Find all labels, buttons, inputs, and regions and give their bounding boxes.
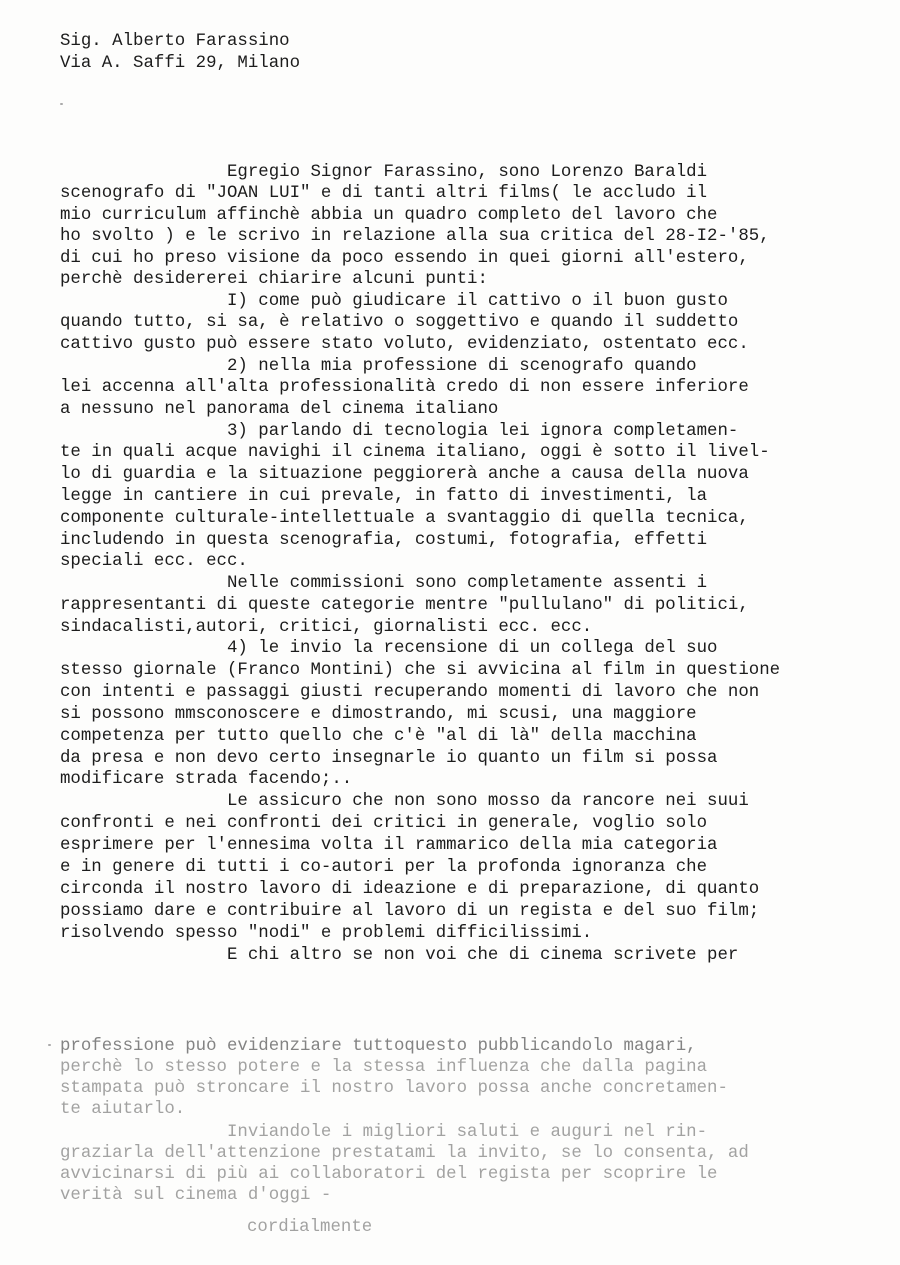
body-line: modificare strada facendo;.. — [60, 770, 353, 789]
body-line: sindacalisti,autori, critici, giornalisti ecc. ecc. — [60, 618, 593, 637]
body-line: mio curriculum affinchè abbia un quadro completo del lavoro che — [60, 206, 718, 225]
body-line: ho svolto ) e le scrivo in relazione alla sua critica del 28-I2-'85, — [60, 227, 770, 246]
paper-speck — [60, 103, 63, 105]
continuation-line: professione può evidenziare tuttoquesto pubblicandolo magari, — [60, 1037, 697, 1056]
body-line: rappresentanti di queste categorie mentre "pullulano" di politici, — [60, 596, 749, 615]
body-line: competenza per tutto quello che c'è "al di là" della macchina — [60, 727, 697, 746]
continuation-line: perchè lo stesso potere e la stessa influenza che dalla pagina — [60, 1058, 708, 1077]
body-line: e in genere di tutti i co-autori per la profonda ignoranza che — [60, 858, 708, 877]
continuation-line: avvicinarsi di più ai collaboratori del regista per scoprire le — [60, 1165, 718, 1184]
body-line: da presa e non devo certo insegnarle io quanto un film si possa — [60, 749, 718, 768]
body-line: stesso giornale (Franco Montini) che si avvicina al film in questione — [60, 661, 781, 680]
body-line: lei accenna all'alta professionalità credo di non essere inferiore — [60, 378, 749, 397]
body-line: 3) parlando di tecnologia lei ignora completamen- — [60, 422, 739, 441]
paper-speck — [48, 1044, 51, 1046]
body-line: te in quali acque navighi il cinema italiano, oggi è sotto il livel- — [60, 443, 770, 462]
body-line: cattivo gusto può essere stato voluto, evidenziato, ostentato ecc. — [60, 335, 749, 354]
body-line: Nelle commissioni sono completamente assenti i — [60, 574, 708, 593]
body-line: I) come può giudicare il cattivo o il buon gusto — [60, 292, 728, 311]
continuation-line: Inviandole i migliori saluti e auguri nel rin- — [60, 1123, 708, 1142]
body-line: Egregio Signor Farassino, sono Lorenzo Baraldi — [60, 163, 708, 182]
body-line: circonda il nostro lavoro di ideazione e di preparazione, di quanto — [60, 880, 760, 899]
body-line: E chi altro se non voi che di cinema scrivete per — [60, 946, 739, 965]
body-line: risolvendo spesso "nodi" e problemi difficilissimi. — [60, 924, 593, 943]
continuation-line: graziarla dell'attenzione prestatami la invito, se lo consenta, ad — [60, 1144, 749, 1163]
continuation-line: verità sul cinema d'oggi - — [60, 1186, 332, 1205]
body-line: legge in cantiere in cui prevale, in fatto di investimenti, la — [60, 487, 708, 506]
body-line: confronti e nei confronti dei critici in generale, voglio solo — [60, 814, 708, 833]
body-line: Le assicuro che non sono mosso da rancore nei suui — [60, 792, 749, 811]
body-line: lo di guardia e la situazione peggiorerà anche a causa della nuova — [60, 465, 749, 484]
body-line: scenografo di "JOAN LUI" e di tanti altri films( le accludo il — [60, 184, 708, 203]
body-line: possiamo dare e contribuire al lavoro di un regista e del suo film; — [60, 902, 760, 921]
body-line: esprimere per l'ennesima volta il rammarico della mia categoria — [60, 836, 718, 855]
continuation-line: stampata può stroncare il nostro lavoro possa anche concretamen- — [60, 1079, 728, 1098]
recipient-address: Via A. Saffi 29, Milano — [60, 54, 301, 73]
closing-line: cordialmente — [80, 1218, 373, 1237]
body-line: con intenti e passaggi giusti recuperando momenti di lavoro che non — [60, 683, 760, 702]
continuation-line: te aiutarlo. — [60, 1100, 186, 1119]
recipient-name: Sig. Alberto Farassino — [60, 32, 290, 51]
body-line: perchè desidererei chiarire alcuni punti: — [60, 270, 488, 289]
body-line: 4) le invio la recensione di un collega del suo — [60, 639, 718, 658]
body-line: si possono mmsconoscere e dimostrando, mi scusi, una maggiore — [60, 705, 697, 724]
body-line: a nessuno nel panorama del cinema italiano — [60, 400, 499, 419]
body-line: di cui ho preso visione da poco essendo in quei giorni all'estero, — [60, 249, 749, 268]
body-line: includendo in questa scenografia, costumi, fotografia, effetti — [60, 531, 708, 550]
body-line: 2) nella mia professione di scenografo quando — [60, 357, 697, 376]
body-line: speciali ecc. ecc. — [60, 552, 248, 571]
body-line: componente culturale-intellettuale a svantaggio di quella tecnica, — [60, 509, 749, 528]
body-line: quando tutto, si sa, è relativo o soggettivo e quando il suddetto — [60, 313, 739, 332]
